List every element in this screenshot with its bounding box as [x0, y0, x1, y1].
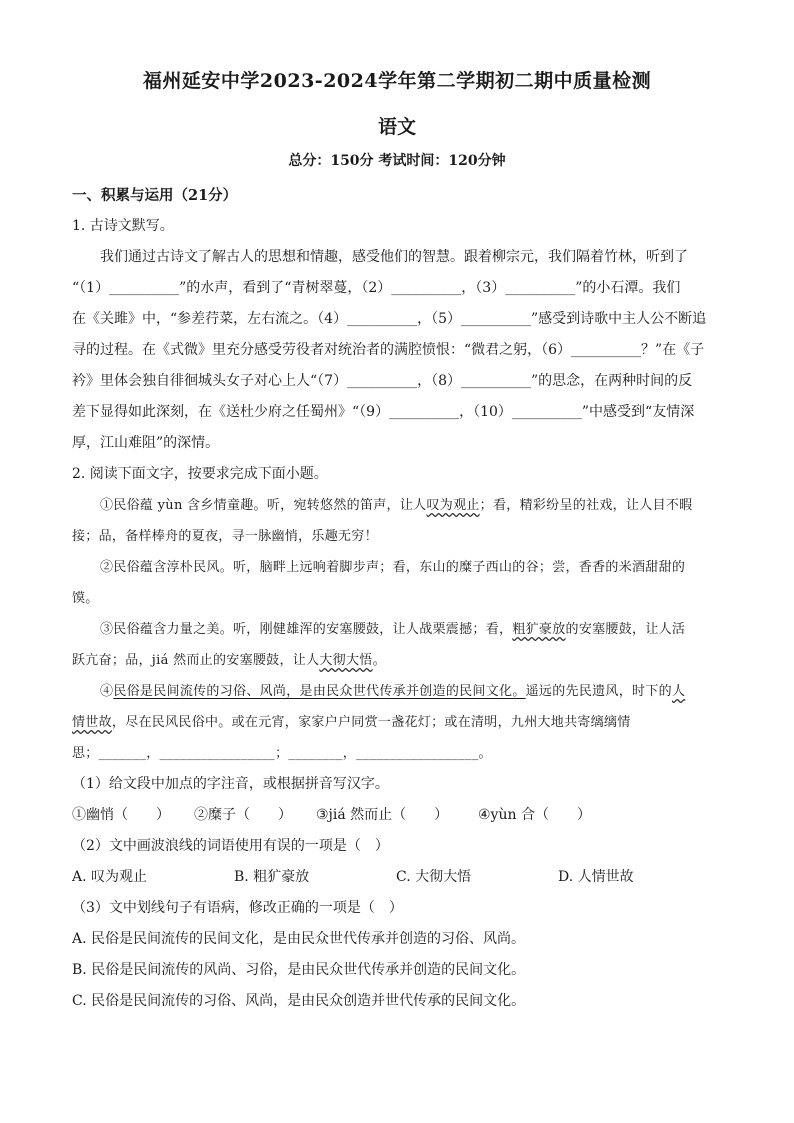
option-a: A. 民俗是民间流传的民间文化，是由民众世代传承并创造的习俗、风尚。: [72, 931, 526, 947]
pinyin-item: ④yùn 合（ ）: [478, 807, 591, 823]
passage-paragraph-2: ②民俗蕴含淳朴民风。听，脑畔上远响着脚步声；看，东山的糜子西山的谷；尝，香香的米酒甜甜的: [100, 560, 686, 575]
pinyin-item: ③jiá 然而止（ ）: [316, 807, 449, 823]
question-2-label: 2. 阅读下面文字，按要求完成下面小题。: [72, 466, 328, 482]
option-d: D. 人情世故: [558, 869, 634, 885]
wavy-word: 大彻大悟: [319, 653, 373, 668]
passage-text: ③民俗蕴含力量之美。听，刚健雄浑的安塞腰鼓，让人战栗震撼；看，: [100, 622, 513, 637]
sub-question-3-label: （3）文中划线句子有语病，修改正确的一项是（ ）: [72, 900, 403, 916]
passage-paragraph-1-line: 接；品，备样棒舟的夏夜，寻一脉幽悄，乐趣无穷！: [72, 529, 378, 544]
question-1-text-line: 在《关雎》中，“参差荇菜，左右流之。（4）__________，（5）__________”感受到诗歌中主人公不断追: [72, 311, 707, 327]
wavy-word: 叹为观止: [426, 498, 480, 513]
exam-title: 福州延安中学2023-2024学年第二学期初二期中质量检测: [142, 70, 652, 92]
sub-question-1-label: （1）给文段中加点的字注音，或根据拼音写汉字。: [72, 776, 389, 792]
question-1-text-line: 寻的过程。在《式微》里充分感受劳役者对统治者的满腔愤恨：“微君之躬，（6）__________？”在《子: [72, 342, 705, 358]
sub-question-2-label: （2）文中画波浪线的词语使用有误的一项是（ ）: [72, 838, 389, 854]
passage-paragraph-3: [72, 614, 722, 645]
passage-paragraph-2-line: 馍。: [72, 591, 99, 606]
passage-text: 的安塞腰鼓，让人活: [565, 622, 686, 637]
pinyin-item: ②糜子（ ）: [194, 807, 292, 823]
question-1-text-line: 衿》里体会独自徘徊城头女子对心上人“（7）__________，（8）__________”的思念，在两种时间的反: [72, 373, 693, 389]
question-1-text-line: 我们通过古诗文了解古人的思想和情趣，感受他们的智慧。跟着柳宗元，我们隔着竹林，听到了: [100, 249, 688, 265]
passage-text: ；看，精彩纷呈的社戏，让人目不暇: [479, 498, 693, 513]
section-heading: 一、积累与运用（21分）: [72, 187, 238, 204]
passage-text: ，尽在民风民俗中。或在元宵，家家户户同赏一盏花灯；或在清明，九州大地共寄缡缡情: [111, 715, 631, 730]
option-c: C. 民俗是民间流传的习俗、风尚，是由民众创造并世代传承的民间文化。: [72, 993, 526, 1009]
sub-question-2-options: [72, 862, 722, 893]
passage-paragraph-1: [72, 490, 722, 521]
passage-text: 跃亢奋；品，jiá 然而止的安塞腰鼓，让人: [72, 653, 320, 668]
passage-text: 。: [372, 653, 386, 668]
passage-text: 遥远的先民遗风，时下的: [525, 684, 672, 699]
passage-paragraph-3-line: [72, 645, 722, 676]
wavy-word: 人: [671, 684, 686, 699]
option-a: A. 叹为观止: [72, 869, 148, 885]
underlined-sentence: 民俗是民间流传的习俗、风尚，是由民众世代传承并创造的民间文化。: [113, 684, 526, 699]
option-b: B. 民俗是民间流传的风尚、习俗，是由民众世代传承并创造的民间文化。: [72, 962, 526, 978]
exam-meta: 总分：150分 考试时间：120分钟: [288, 153, 506, 169]
question-1-text-line: 厚，江山难阻”的深情。: [72, 435, 220, 451]
exam-body: [72, 180, 722, 1017]
passage-text: ④: [100, 684, 114, 699]
pinyin-item: ①幽悄（ ）: [72, 807, 170, 823]
passage-paragraph-4: [72, 676, 722, 707]
wavy-word: 情世故: [72, 715, 112, 730]
passage-paragraph-4-line: [72, 707, 722, 738]
sub-question-1-items: [72, 800, 722, 831]
option-b: B. 粗犷豪放: [234, 869, 310, 885]
option-c: C. 大彻大悟: [396, 869, 472, 885]
wavy-word: 粗犷豪放: [512, 622, 566, 637]
passage-text: ①民俗蕴 yùn 含乡情童趣。听，宛转悠然的笛声，让人: [100, 498, 427, 513]
passage-blank-line: 思；_______，_________________；________，__________________。: [72, 746, 492, 761]
question-1-text-line: 差下显得如此深刻，在《送杜少府之任蜀州》“（9）__________，（10）__________”中感受到“友情深: [72, 404, 695, 420]
question-1-text-line: “（1）__________”的水声，看到了“青树翠蔓，（2）__________，（3）__________”的小石潭。我们: [72, 280, 681, 296]
subject-title: 语文: [377, 116, 416, 138]
question-1-label: 1. 古诗文默写。: [72, 218, 174, 234]
